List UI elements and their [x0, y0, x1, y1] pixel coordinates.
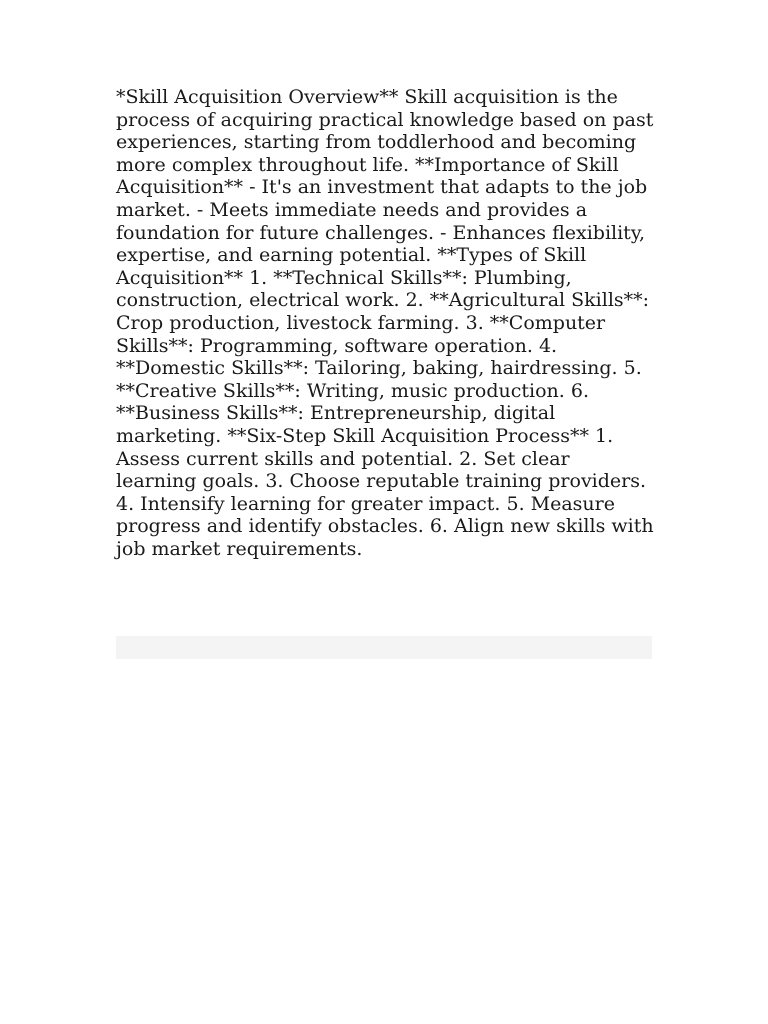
- empty-gray-bar: [116, 636, 652, 659]
- body-paragraph: *Skill Acquisition Overview** Skill acquisition is the process of acquiring practical knowledge based on past experiences, starting from toddlerhood and becoming more complex throughout life. **Importance of Skill Acquisition** - It's an investment that adapts to the job market. - Meets immediate needs and provides a foundation for future challenges. - Enhances flexibility, expertise, and earning potential. **Types of Skill Acquisition** 1. **Technical Skills**: Plumbing, construction, electrical work. 2. **Agricultural Skills**: Crop production, livestock farming. 3. **Computer Skills**: Programming, software operation. 4. **Domestic Skills**: Tailoring, baking, hairdressing. 5. **Creative Skills**: Writing, music production. 6. **Business Skills**: Entrepreneurship, digital marketing. **Six-Step Skill Acquisition Process** 1. Assess current skills and potential. 2. Set clear learning goals. 3. Choose reputable training providers. 4. Intensify learning for greater impact. 5. Measure progress and identify obstacles. 6. Align new skills with job market requirements.: [116, 86, 654, 560]
